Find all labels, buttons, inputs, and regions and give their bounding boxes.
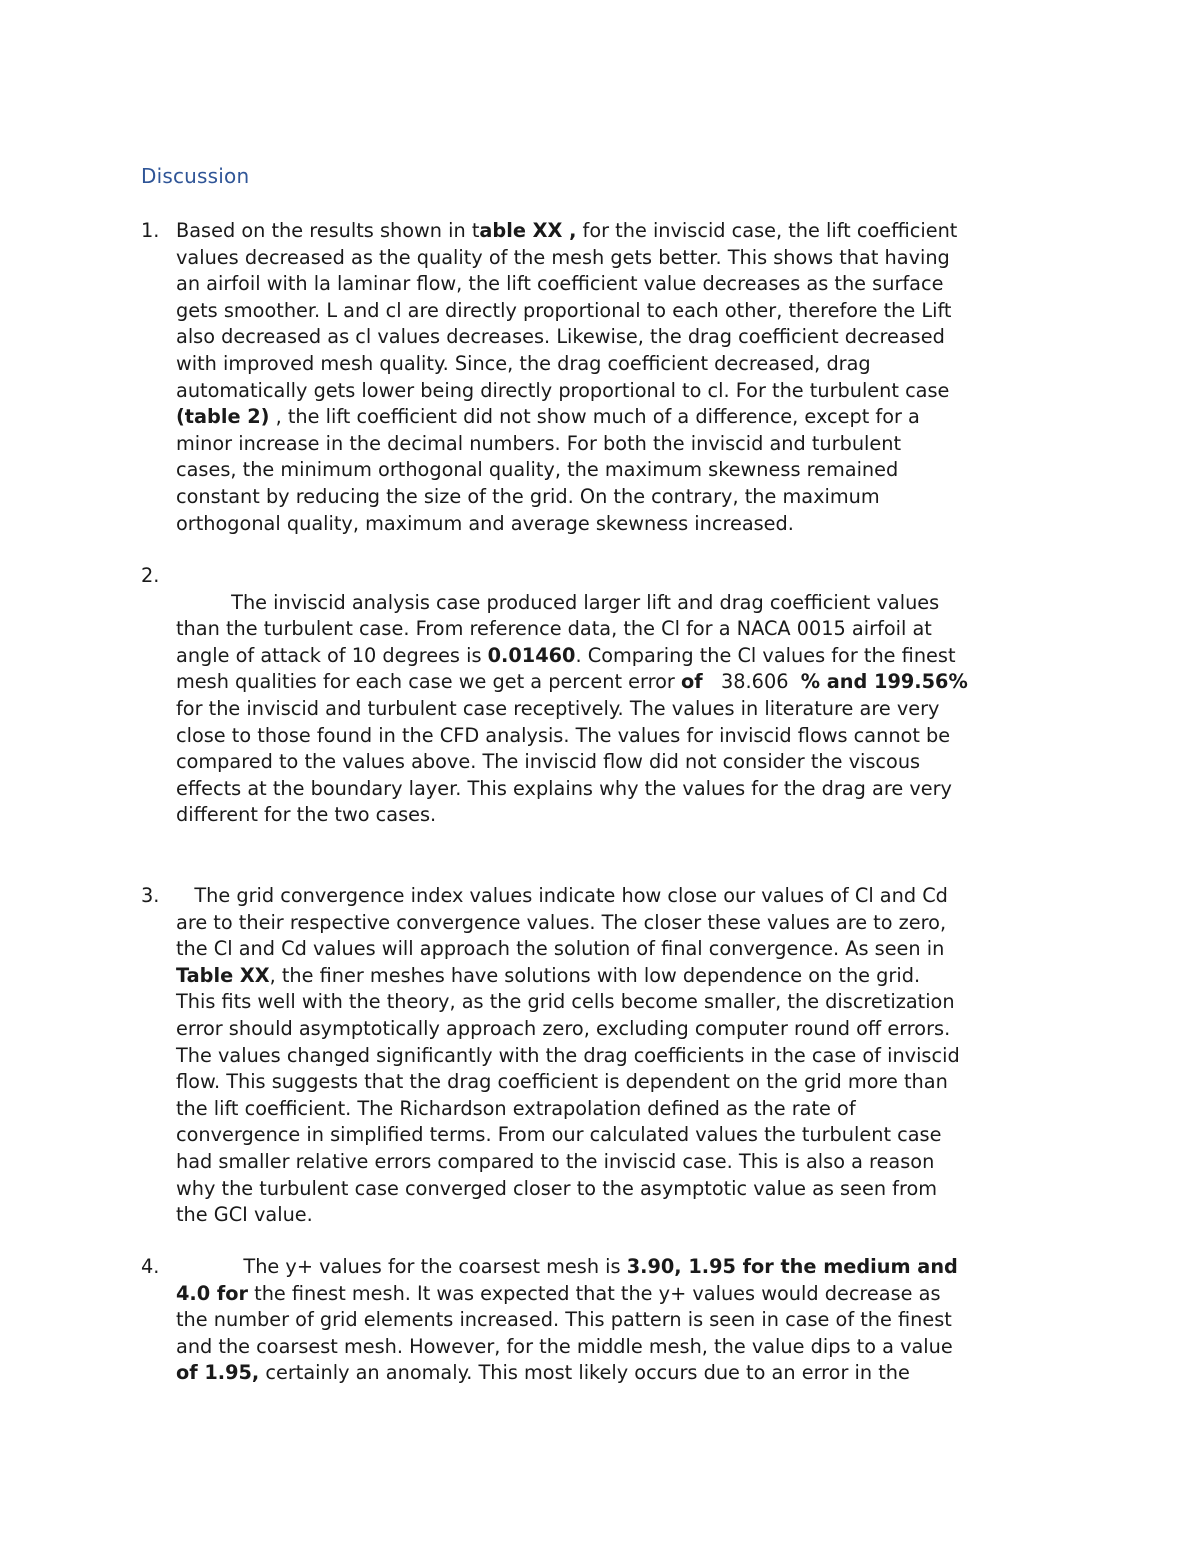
text-line	[176, 1122, 941, 1149]
text-run: mesh qualities for each case we get a percent error	[176, 670, 681, 694]
text-line	[176, 484, 880, 511]
text-line	[176, 324, 945, 351]
bold-text: able XX ,	[479, 219, 577, 242]
list-number: 3.	[141, 884, 160, 907]
text-run: flow. This suggests that the drag coefficient is dependent on the grid more than	[176, 1070, 948, 1094]
text-line	[176, 963, 920, 990]
text-run: had smaller relative errors compared to the inviscid case. This is also a reason	[176, 1150, 935, 1173]
text-run: The y+ values for the coarsest mesh is	[176, 1255, 627, 1278]
text-run: minor increase in the decimal numbers. For both the inviscid and turbulent	[176, 431, 902, 455]
text-line	[176, 1360, 910, 1387]
text-line	[176, 1176, 937, 1203]
text-run: different for the two cases.	[176, 803, 437, 827]
text-run: close to those found in the CFD analysis. The values for inviscid flows cannot be	[176, 723, 951, 747]
text-line	[176, 1043, 960, 1070]
bold-text: (table 2)	[176, 405, 270, 429]
text-line	[176, 298, 951, 325]
text-line	[176, 802, 436, 829]
text-line	[176, 590, 939, 617]
text-run: angle of attack of 10 degrees is	[176, 643, 488, 667]
text-line	[176, 1202, 313, 1229]
text-line	[176, 218, 957, 245]
text-line	[176, 1334, 953, 1361]
text-line	[176, 1069, 948, 1096]
bold-text: of 1.95,	[176, 1361, 260, 1385]
text-line	[176, 910, 946, 937]
text-line	[176, 511, 794, 538]
bold-text: 0.01460	[487, 643, 576, 667]
text-run: Based on the results shown in t	[176, 219, 480, 242]
text-run: The grid convergence index values indicate how close our values of Cl and Cd	[176, 884, 948, 907]
text-line	[176, 1254, 958, 1281]
text-run: The inviscid analysis case produced larger lift and drag coefficient values	[176, 590, 940, 614]
text-line	[176, 457, 898, 484]
bold-text: 3.90, 1.95 for the medium and	[626, 1255, 958, 1278]
text-run: why the turbulent case converged closer to the asymptotic value as seen from	[176, 1176, 938, 1200]
text-line	[176, 378, 949, 405]
text-line	[176, 1281, 941, 1308]
text-line	[176, 723, 950, 750]
text-run: are to their respective convergence values. The closer these values are to zero,	[176, 910, 947, 934]
text-run: The values changed significantly with the drag coefficients in the case of inviscid	[176, 1043, 960, 1067]
text-run: the GCI value.	[176, 1203, 313, 1227]
text-run: convergence in simplified terms. From our calculated values the turbulent case	[176, 1123, 942, 1147]
text-run: for the inviscid case, the lift coefficient	[576, 219, 958, 242]
list-number: 2.	[141, 564, 160, 587]
text-line	[176, 883, 948, 910]
text-run: certainly an anomaly. This most likely occurs due to an error in the	[259, 1361, 910, 1385]
bold-text: of	[680, 670, 703, 694]
text-run: for the inviscid and turbulent case receptively. The values in literature are very	[176, 697, 940, 720]
text-line	[176, 351, 871, 378]
text-line	[176, 616, 932, 643]
text-line	[176, 1096, 856, 1123]
text-line	[176, 404, 920, 431]
text-line	[176, 271, 943, 298]
text-run: with improved mesh quality. Since, the drag coefficient decreased, drag	[176, 352, 871, 375]
text-run: the lift coefficient. The Richardson extrapolation defined as the rate of	[176, 1096, 856, 1120]
text-run: orthogonal quality, maximum and average skewness increased.	[176, 511, 794, 535]
text-run: than the turbulent case. From reference data, the Cl for a NACA 0015 airfoil at	[176, 617, 932, 641]
text-run: the finest mesh. It was expected that the y+ values would decrease as	[248, 1281, 941, 1305]
text-run: automatically gets lower being directly proportional to cl. For the turbulent case	[176, 378, 950, 402]
text-line	[176, 1307, 952, 1334]
text-run: also decreased as cl values decreases. Likewise, the drag coefficient decreased	[176, 325, 945, 349]
text-run: compared to the values above. The inviscid flow did not consider the viscous	[176, 750, 921, 774]
text-run: the Cl and Cd values will approach the solution of final convergence. As seen in	[176, 937, 945, 961]
text-run: values decreased as the quality of the mesh gets better. This shows that having	[176, 245, 950, 269]
text-line	[176, 776, 952, 803]
text-run: the number of grid elements increased. This pattern is seen in case of the finest	[176, 1308, 952, 1332]
bold-text: % and 199.56%	[800, 670, 968, 694]
text-line	[176, 749, 920, 776]
text-run: constant by reducing the size of the grid. On the contrary, the maximum	[176, 485, 880, 508]
text-line	[176, 431, 901, 458]
text-run: and the coarsest mesh. However, for the middle mesh, the value dips to a value	[176, 1334, 953, 1358]
bold-text: Table XX	[176, 963, 270, 987]
list-number: 4.	[141, 1255, 160, 1278]
text-line	[176, 696, 939, 723]
text-run: This fits well with the theory, as the grid cells become smaller, the discretization	[176, 990, 955, 1014]
text-run: . Comparing the Cl values for the finest	[575, 643, 956, 667]
text-run: gets smoother. L and cl are directly proportional to each other, therefore the Lift	[176, 298, 952, 322]
text-run: error should asymptotically approach zero, excluding computer round off errors.	[176, 1017, 951, 1040]
bold-text: 4.0 for	[176, 1281, 249, 1305]
text-line	[176, 936, 944, 963]
text-line	[176, 1016, 950, 1043]
text-run: an airfoil with la laminar flow, the lift coefficient value decreases as the surface	[176, 272, 944, 296]
text-line	[176, 1149, 934, 1176]
text-line	[176, 643, 956, 670]
text-line	[176, 989, 955, 1016]
text-line	[176, 669, 968, 696]
text-run: , the finer meshes have solutions with low dependence on the grid.	[269, 963, 921, 987]
text-run: cases, the minimum orthogonal quality, the maximum skewness remained	[176, 458, 899, 482]
text-line	[176, 245, 950, 272]
text-run: , the lift coefficient did not show much of a difference, except for a	[269, 405, 920, 429]
section-heading: Discussion	[141, 164, 250, 188]
list-number: 1.	[141, 219, 160, 242]
text-run: 38.606	[702, 670, 801, 694]
text-run: effects at the boundary layer. This explains why the values for the drag are very	[176, 776, 952, 800]
